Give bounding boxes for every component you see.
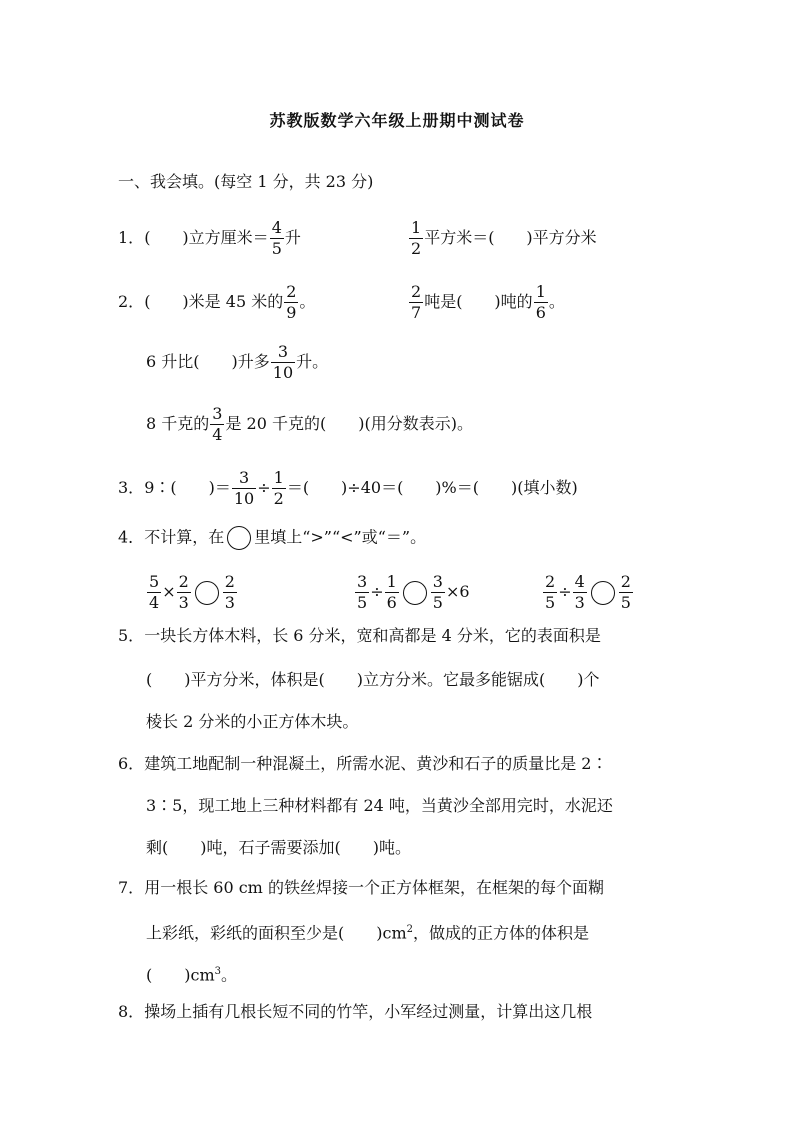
question-number: 6． [118,754,145,773]
question-8-line-1: 8．操场上插有几根长短不同的竹竿，小军经过测量，计算出这几根 [118,1002,593,1021]
question-6-line-2: 3∶5，现工地上三种材料都有 24 吨，当黄沙全部用完时，水泥还 [146,796,613,815]
fraction: $\frac{2}{3}$ [224,572,235,612]
page-title: 苏教版数学六年级上册期中测试卷 [269,111,525,130]
fraction: $\frac{2}{5}$ [545,572,556,612]
question-2c: 6 升比( )升多 $\frac{3}{10}$ 升。 [146,342,329,382]
fraction: $\frac{1}{2}$ [411,218,422,258]
fraction: $\frac{3}{5}$ [432,572,443,612]
question-number: 5． [118,626,145,645]
fraction: $\frac{4}{5}$ [271,218,282,258]
question-6-line-1: 6．建筑工地配制一种混凝土，所需水泥、黄沙和石子的质量比是 2∶ [118,754,608,773]
fraction: $\frac{1}{2}$ [273,468,284,508]
question-6-line-3: 剩( )吨，石子需要添加( )吨。 [146,838,411,857]
question-number: 4． [118,527,145,547]
question-2b: $\frac{2}{7}$ 吨是( )吨的 $\frac{1}{6}$ 。 [411,282,565,322]
question-5-line-3: 棱长 2 分米的小正方体木块。 [146,712,359,731]
comparison-3: $\frac{2}{5}$ ÷ $\frac{4}{3}$ $\frac{2}{5}$ [545,572,631,612]
answer-circle[interactable] [195,581,219,605]
question-1b: $\frac{1}{2}$ 平方米＝( )平方分米 [411,218,597,258]
fraction: $\frac{2}{7}$ [411,282,422,322]
fraction: $\frac{3}{10}$ [233,468,255,508]
answer-circle[interactable] [403,581,427,605]
fraction: $\frac{3}{10}$ [272,342,294,382]
question-number: 8． [118,1002,145,1021]
question-number: 3． [118,478,145,497]
question-4: 4．不计算，在 里填上“>”“<”或“＝”。 [118,526,426,550]
fraction: $\frac{4}{3}$ [574,572,585,612]
question-7-line-3: ( )$cm^3$。 [146,965,238,985]
question-3: 3．9∶( )＝ $\frac{3}{10}$ ÷ $\frac{1}{2}$ ＝( )÷40＝( )%＝( )(填小数) [118,468,578,508]
fraction: $\frac{2}{5}$ [620,572,631,612]
question-5-line-2: ( )平方分米，体积是( )立方分米。它最多能锯成( )个 [146,670,600,689]
fraction: $\frac{2}{9}$ [286,282,297,322]
question-5-line-1: 5．一块长方体木料，长 6 分米，宽和高都是 4 分米，它的表面积是 [118,626,601,645]
circle-placeholder [227,526,251,550]
question-7-line-2: 上彩纸，彩纸的面积至少是( )$cm^2$，做成的正方体的体积是 [146,923,590,943]
comparison-1: $\frac{5}{4}$ × $\frac{2}{3}$ $\frac{2}{3}$ [149,572,235,612]
question-number: 1． [118,228,145,247]
question-number: 2． [118,292,145,311]
comparison-2: $\frac{3}{5}$ ÷ $\frac{1}{6}$ $\frac{3}{5}$ ×6 [357,572,470,612]
question-7-line-1: 7．用一根长 60 cm 的铁丝焊接一个正方体框架，在框架的每个面糊 [118,878,604,897]
fraction: $\frac{1}{6}$ [535,282,546,322]
fraction: $\frac{1}{6}$ [386,572,397,612]
question-2d: 8 千克的 $\frac{3}{4}$ 是 20 千克的( )(用分数表示)。 [146,404,473,444]
section-heading: 一、我会填。(每空 1 分，共 23 分) [118,172,374,191]
fraction: $\frac{5}{4}$ [149,572,160,612]
answer-circle[interactable] [591,581,615,605]
question-1a: 1．( )立方厘米＝ $\frac{4}{5}$ 升 [118,218,301,258]
fraction: $\frac{3}{5}$ [357,572,368,612]
fraction: $\frac{3}{4}$ [212,404,223,444]
question-2a: 2．( )米是 45 米的 $\frac{2}{9}$ 。 [118,282,316,322]
fraction: $\frac{2}{3}$ [178,572,189,612]
question-number: 7． [118,878,145,897]
